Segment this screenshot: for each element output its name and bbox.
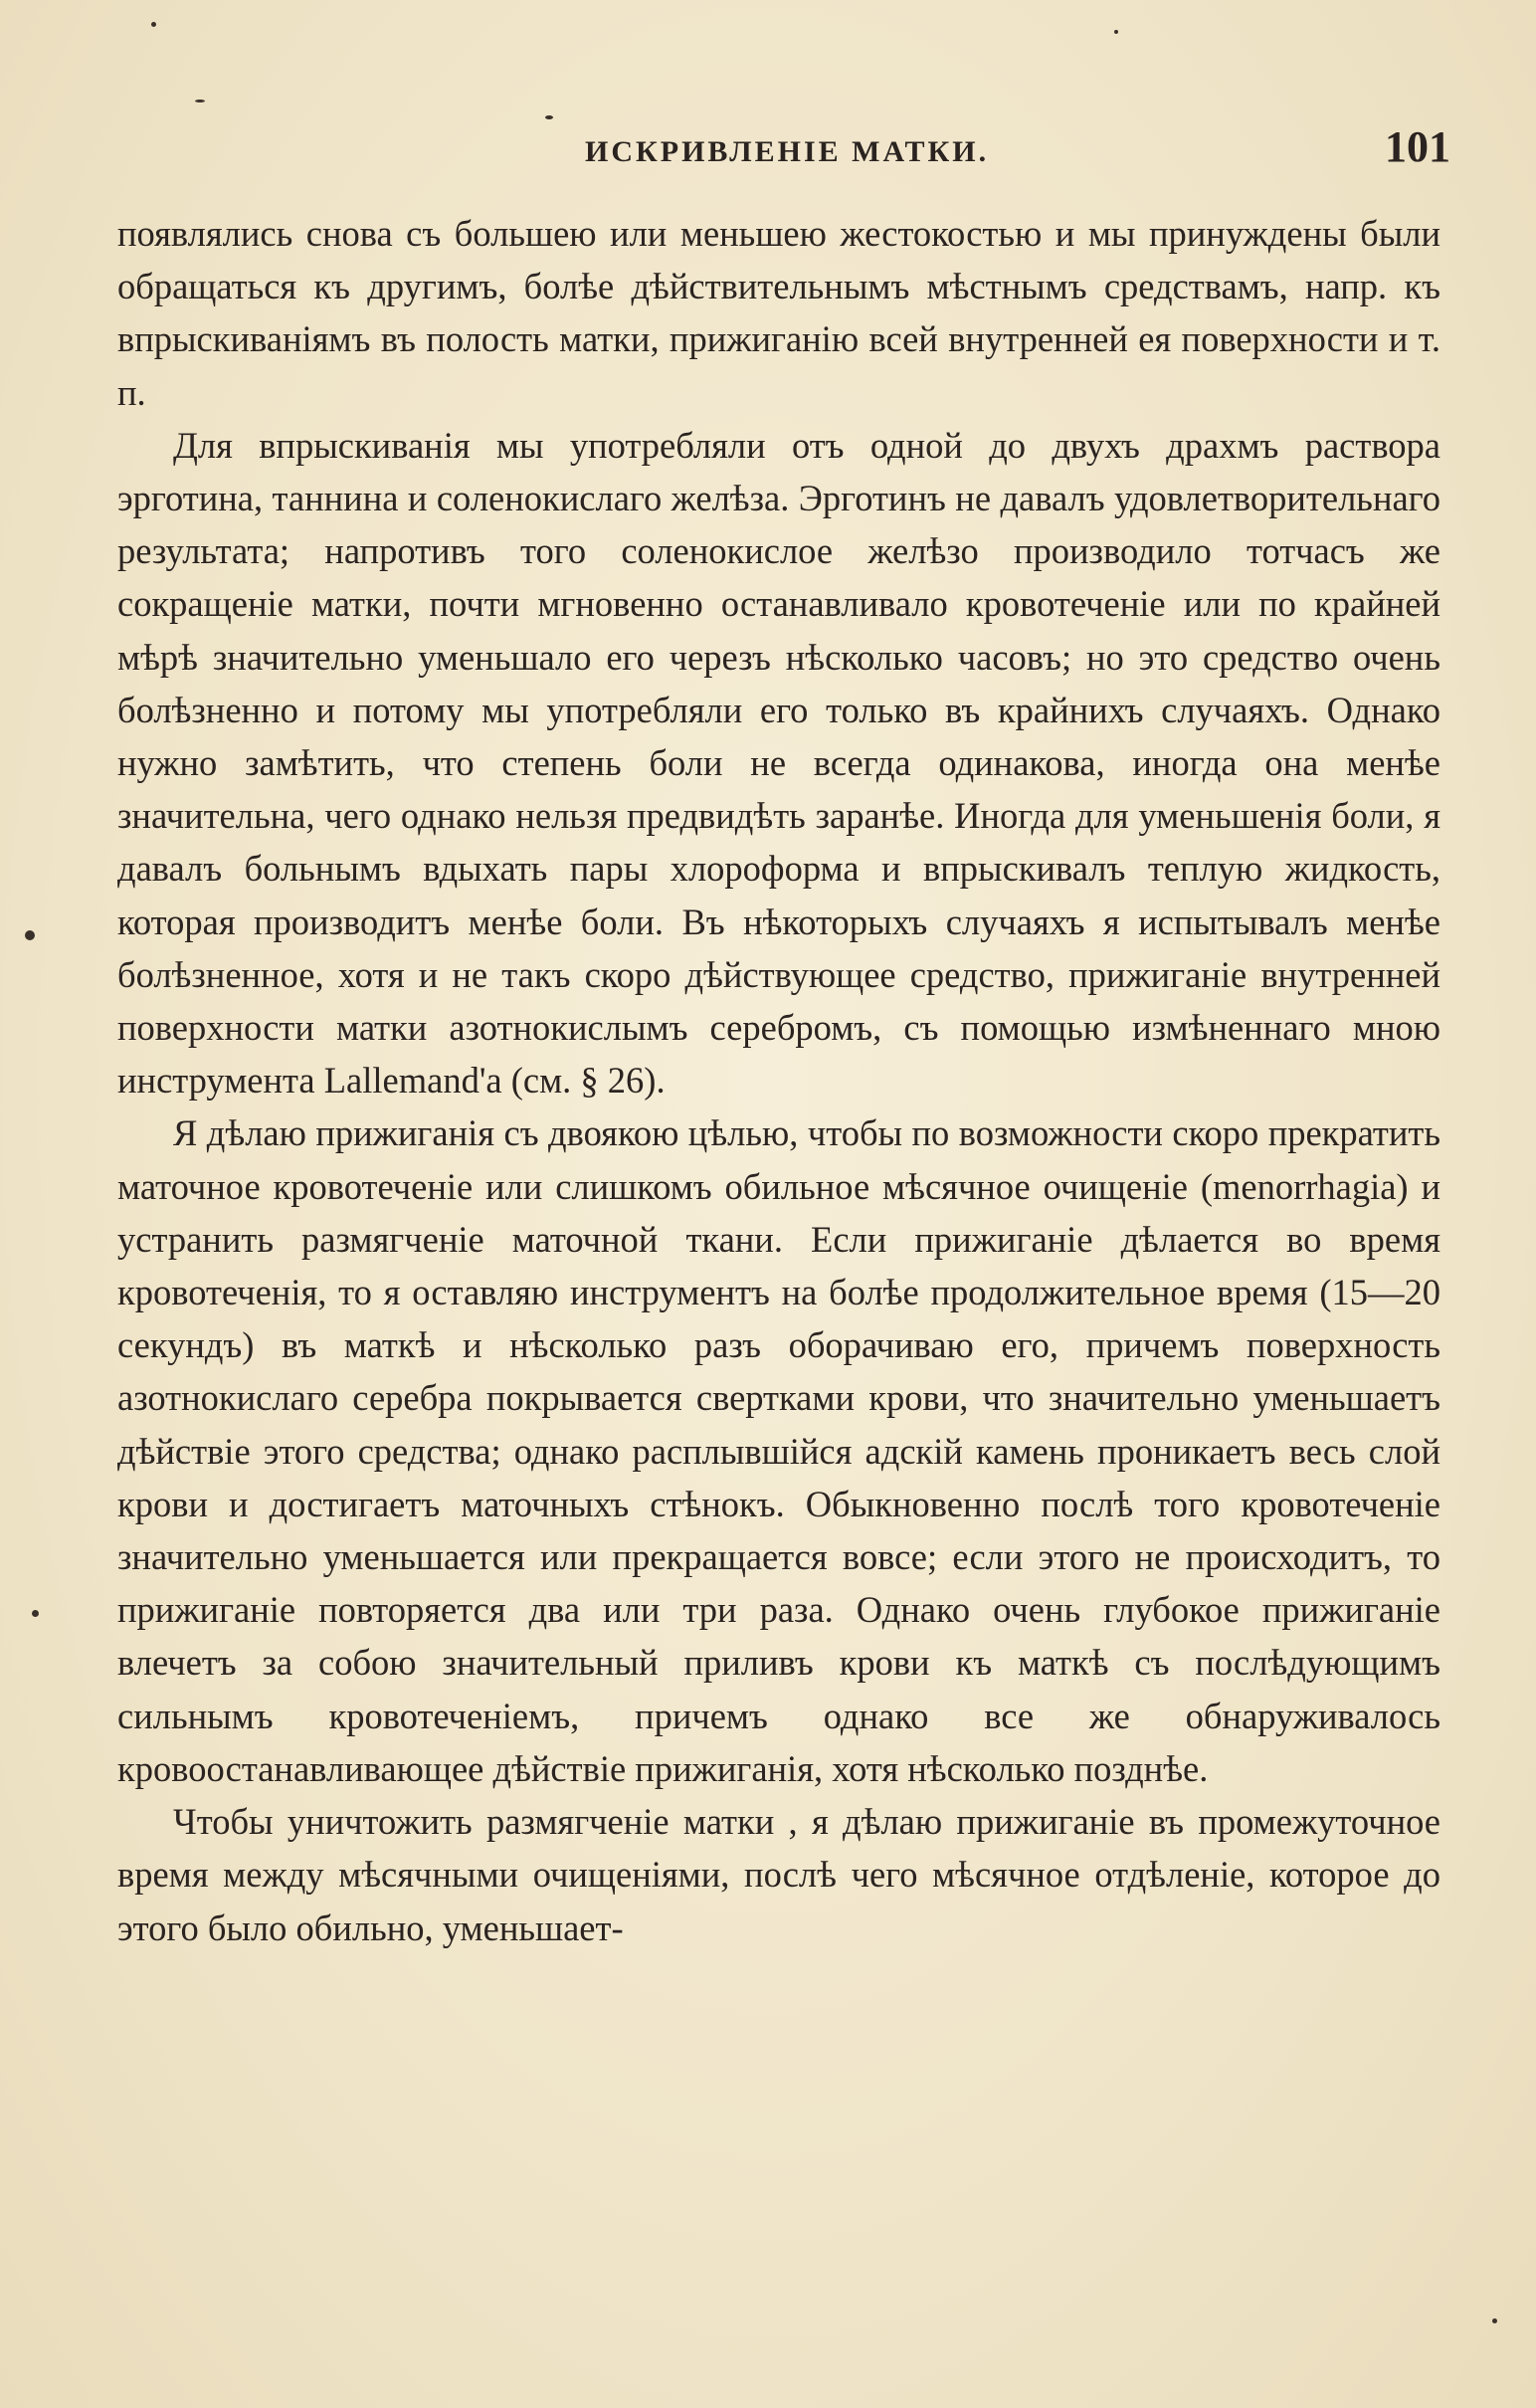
- print-speck: [32, 1610, 39, 1617]
- page-header: [117, 121, 1450, 181]
- paragraph-continuation: появлялись снова съ большею или меньшею жестокостью и мы принуждены были обращаться къ другимъ, болѣе дѣйствительнымъ мѣстнымъ средствамъ, напр. къ впрыскиванiямъ въ полость матки, прижиганiю всей внутренней ея поверхности и т. п.: [117, 213, 1440, 413]
- page-number: 101: [1385, 122, 1450, 171]
- paragraph: Для впрыскиванiя мы употребляли отъ одной до двухъ драхмъ раствора эрготина, таннина и соленокислаго желѣза. Эрготинъ не давалъ удовлетворительнаго результата; напротивъ того соленокислое желѣзо производило тотчасъ же сокращенiе матки, почти мгновенно останавливало кровотеченiе или по крайней мѣрѣ значительно уменьшало его черезъ нѣсколько часовъ; но это средство очень болѣзненно и потому мы употребляли его только въ крайнихъ случаяхъ. Однако нужно замѣтить, что степень боли не всегда одинакова, иногда она менѣе значительна, чего однако нельзя предвидѣть заранѣе. Иногда для уменьшенiя боли, я давалъ больнымъ вдыхать пары хлороформа и впрыскивалъ теплую жидкость, которая производитъ менѣе боли. Въ нѣкоторыхъ случаяхъ я испытывалъ менѣе болѣзненное, хотя и не такъ скоро дѣйствующее средство, прижиганiе внутренней поверхности матки азотнокислымъ серебромъ, съ помощью измѣненнаго мною инструмента Lallemand'а (см. § 26).: [117, 424, 1440, 1102]
- text-body: [117, 207, 1440, 1954]
- print-speck: [1114, 30, 1118, 34]
- print-speck: [545, 115, 553, 119]
- print-speck: [1492, 2318, 1497, 2323]
- print-speck: [151, 22, 156, 27]
- paragraph: Чтобы уничтожить размягченiе матки , я дѣлаю прижиганiе въ промежуточное время между мѣсячными очищенiями, послѣ чего мѣсячное отдѣленiе, которое до этого было обильно, уменьшает-: [117, 1801, 1440, 1948]
- print-speck: [25, 930, 35, 940]
- running-title: ИСКРИВЛЕНІЕ МАТКИ.: [585, 135, 990, 168]
- paragraph: Я дѣлаю прижиганiя съ двоякою цѣлью, чтобы по возможности скоро прекратить маточное кровотеченiе или слишкомъ обильное мѣсячное очищенiе (menorrhagia) и устранить размягченiе маточной ткани. Если прижиганiе дѣлается во время кровотеченiя, то я оставляю инструментъ на болѣе продолжительное время (15—20 секундъ) въ маткѣ и нѣсколько разъ оборачиваю его, причемъ поверхность азотнокислаго серебра покрывается свертками крови, что значительно уменьшаетъ дѣйствiе этого средства; однако расплывшiйся адскiй камень проникаетъ весь слой крови и достигаетъ маточныхъ стѣнокъ. Обыкновенно послѣ того кровотеченiе значительно уменьшается или прекращается вовсе; если этого не происходитъ, то прижиганiе повторяется два или три раза. Однако очень глубокое прижиганiе влечетъ за собою значительный приливъ крови къ маткѣ съ послѣдующимъ сильнымъ кровотеченiемъ, причемъ однако все же обнаруживалось кровоостанавливающее дѣйствiе прижиганiя, хотя нѣсколько позднѣе.: [117, 1112, 1440, 1789]
- print-speck: [195, 100, 205, 102]
